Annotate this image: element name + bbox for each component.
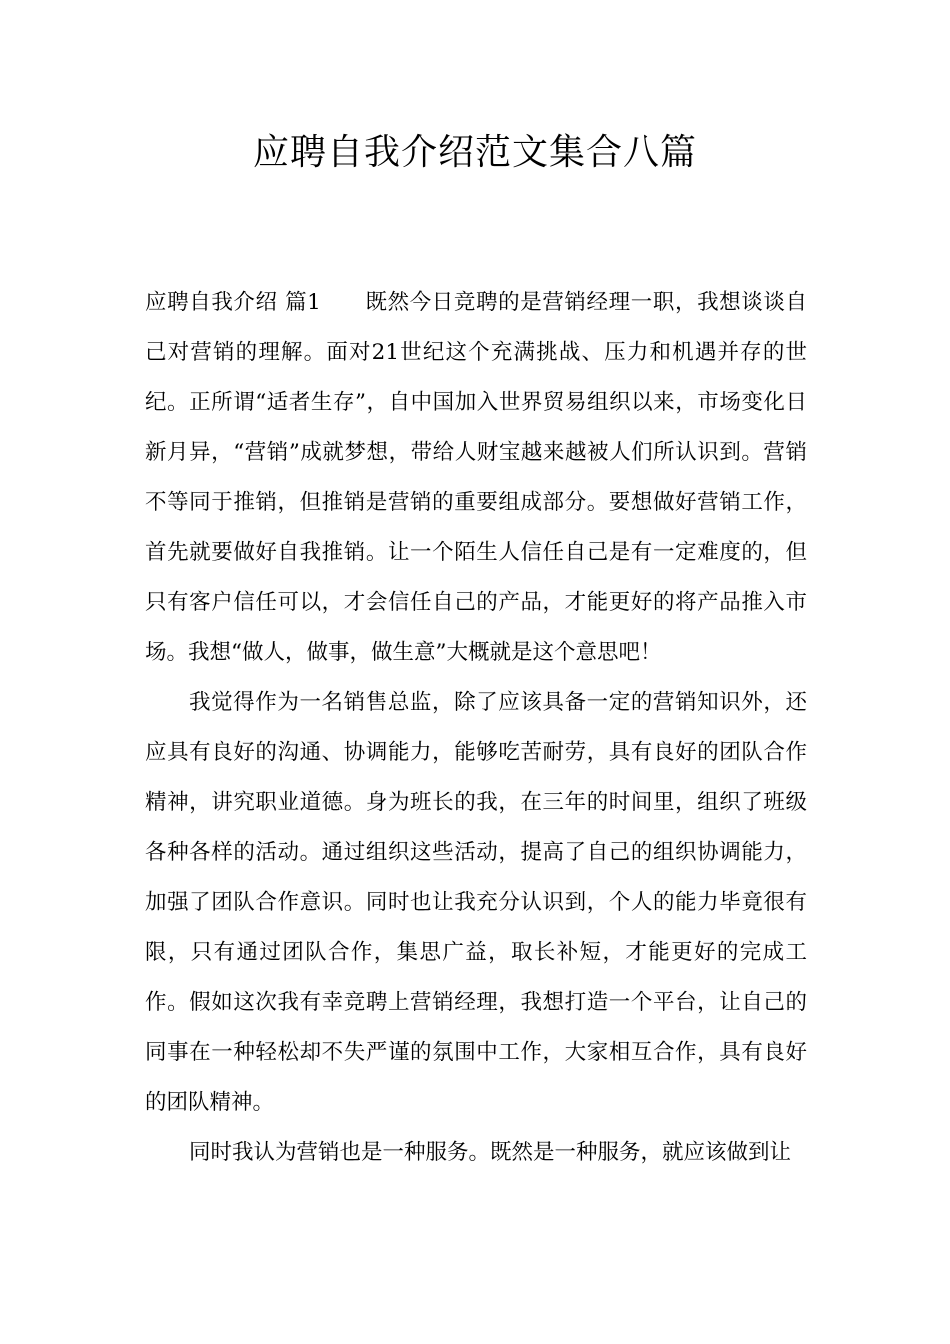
- paragraph-1: [145, 278, 807, 678]
- section-heading: 应聘自我介绍 篇1: [145, 290, 321, 315]
- paragraph-2: 我觉得作为一名销售总监，除了应该具备一定的营销知识外，还应具有良好的沟通、协调能力，能够吃苦耐劳，具有良好的团队合作精神，讲究职业道德。身为班长的我，在三年的时间里，组织了班级各种各样的活动。通过组织这些活动，提高了自己的组织协调能力，加强了团队合作意识。同时也让我充分认识到，个人的能力毕竟很有限，只有通过团队合作，集思广益，取长补短，才能更好的完成工作。假如这次我有幸竞聘上营销经理，我想打造一个平台，让自己的同事在一种轻松却不失严谨的氛围中工作，大家相互合作，具有良好的团队精神。: [145, 690, 807, 1115]
- paragraph-1-text: 既然今日竞聘的是营销经理一职，我想谈谈自己对营销的理解。面对21世纪这个充满挑战、压力和机遇并存的世纪。正所谓“适者生存”，自中国加入世界贸易组织以来，市场变化日新月异，“营销”成就梦想，带给人财宝越来越被人们所认识到。营销不等同于推销，但推销是营销的重要组成部分。要想做好营销工作，首先就要做好自我推销。让一个陌生人信任自己是有一定难度的，但只有客户信任可以，才会信任自己的产品，才能更好的将产品推入市场。我想“做人，做事，做生意”大概就是这个意思吧！: [145, 290, 807, 665]
- document-body: [145, 278, 807, 1178]
- document-title: 应聘自我介绍范文集合八篇: [252, 132, 697, 173]
- paragraph-3: 同时我认为营销也是一种服务。既然是一种服务，就应该做到让: [189, 1140, 792, 1165]
